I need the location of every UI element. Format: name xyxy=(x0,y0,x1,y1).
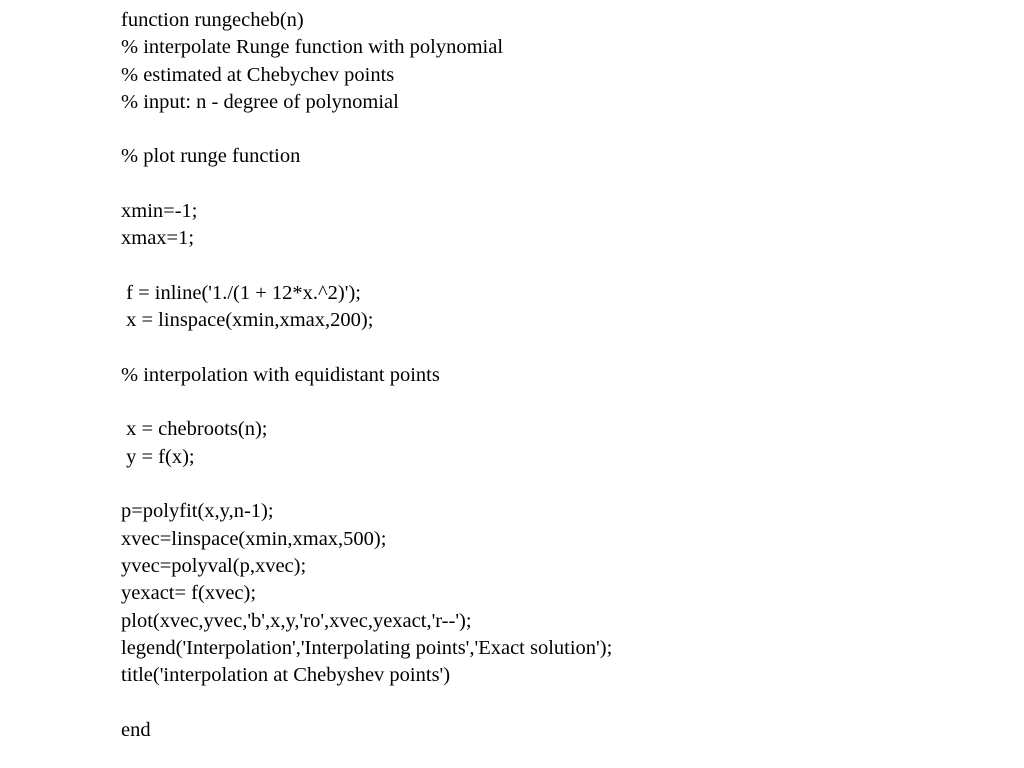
code-line: function rungecheb(n) xyxy=(121,9,304,31)
code-line xyxy=(121,471,612,498)
code-line: % interpolate Runge function with polynomial xyxy=(121,36,504,59)
code-line: plot(xvec,yvec,'b',x,y,'ro',xvec,yexact,'r--'); xyxy=(121,609,472,632)
code-line: y = f(x); xyxy=(121,445,195,468)
code-line xyxy=(121,253,612,280)
code-line xyxy=(121,389,612,416)
code-line: title('interpolation at Chebyshev points') xyxy=(121,664,451,687)
code-line: end xyxy=(121,718,151,741)
code-line xyxy=(121,335,612,362)
code-line: p=polyfit(x,y,n-1); xyxy=(121,500,274,523)
code-line: yexact= f(xvec); xyxy=(121,582,257,605)
code-line: % estimated at Chebychev points xyxy=(121,63,395,86)
code-listing xyxy=(121,7,612,744)
code-line: f = inline('1./(1 + 12*x.^2)'); xyxy=(121,281,361,304)
code-line: xmax=1; xyxy=(121,227,195,250)
code-line: xmin=-1; xyxy=(121,200,198,223)
code-line: % interpolation with equidistant points xyxy=(121,363,440,386)
code-line xyxy=(121,116,612,143)
code-line: % input: n - degree of polynomial xyxy=(121,90,399,113)
code-line xyxy=(121,171,612,198)
code-line: xvec=linspace(xmin,xmax,500); xyxy=(121,527,387,550)
code-line: x = linspace(xmin,xmax,200); xyxy=(121,309,374,332)
code-line: x = chebroots(n); xyxy=(121,418,268,441)
code-line: % plot runge function xyxy=(121,145,301,168)
code-line xyxy=(121,689,612,716)
code-line: legend('Interpolation','Interpolating points','Exact solution'); xyxy=(121,636,613,659)
code-line: yvec=polyval(p,xvec); xyxy=(121,554,307,577)
